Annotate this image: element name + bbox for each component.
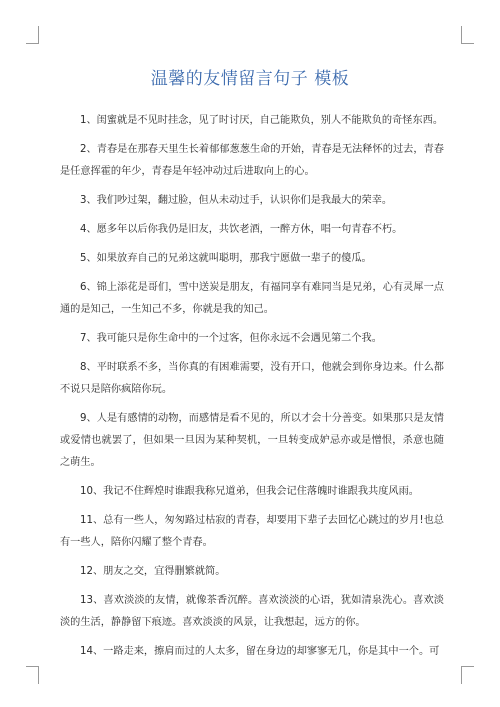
crop-mark-bottom-right-horizontal xyxy=(461,666,474,667)
paragraph-10: 10、我记不住辉煌时谁跟我称兄道弟，但我会记住落魄时谁跟我共度风雨。 xyxy=(80,486,419,497)
paragraph-2: 2、青春是在那春天里生长着郁郁葱葱生命的开始，青春是无法释怀的过去，青春是任意挥霍的年少，青春是年轻冲动过后进取向上的心。 xyxy=(60,144,444,177)
crop-mark-top-right-horizontal xyxy=(461,43,474,44)
document-title: 温馨的友情留言句子 模板 xyxy=(150,69,350,89)
crop-mark-top-left-horizontal xyxy=(26,43,39,44)
crop-mark-bottom-left-vertical xyxy=(38,666,39,684)
paragraph-12: 12、朋友之交，宜得删繁就简。 xyxy=(80,566,226,577)
paragraph-8: 8、平时联系不多，当你真的有困难需要，没有开口，他就会到你身边来。什么都不说只是陪你疯陪你玩。 xyxy=(60,362,444,395)
paragraph-5: 5、如果放弃自己的兄弟这就叫聪明，那我宁愿做一辈子的傻瓜。 xyxy=(80,253,372,264)
crop-mark-bottom-left-horizontal xyxy=(26,666,39,667)
paragraph-4: 4、愿多年以后你我仍是旧友，共饮老酒，一醉方休，唱一句青春不朽。 xyxy=(80,224,403,235)
paragraph-7: 7、我可能只是你生命中的一个过客，但你永远不会遇见第二个我。 xyxy=(80,333,382,344)
crop-mark-bottom-right-vertical xyxy=(461,666,462,684)
paragraph-3: 3、我们吵过架，翻过脸，但从未动过手，认识你们是我最大的荣幸。 xyxy=(80,195,393,206)
paragraph-6: 6、锦上添花是哥们，雪中送炭是朋友，有福同享有难同当是兄弟，心有灵犀一点通的是知己，一生知己不多，你就是我的知己。 xyxy=(60,282,444,315)
paragraph-1: 1、闺蜜就是不见时挂念，见了时讨厌，自己能欺负，别人不能欺负的奇怪东西。 xyxy=(80,115,444,126)
paragraph-13: 13、喜欢淡淡的友情，就像茶香沉醉。喜欢淡淡的心语，犹如清泉洗心。喜欢淡淡的生活，静静留下痕迹。喜欢淡淡的风景，让我想起，远方的你。 xyxy=(60,595,444,628)
crop-mark-top-left-vertical xyxy=(38,26,39,44)
paragraph-14: 14、一路走来，擦肩而过的人太多，留在身边的却寥寥无几，你是其中一个。可 xyxy=(80,646,440,657)
crop-mark-top-right-vertical xyxy=(461,26,462,44)
document-body xyxy=(60,110,444,663)
paragraph-11: 11、总有一些人，匆匆路过枯寂的青春，却要用下辈子去回忆心跳过的岁月!也总有一些人，陪你闪耀了整个青春。 xyxy=(60,515,444,548)
paragraph-9: 9、人是有感情的动物，而感情是看不见的，所以才会十分善变。如果那只是友情或爱情也就罢了，但如果一旦因为某种契机，一旦转变成妒忌亦或是憎恨，杀意也随之萌生。 xyxy=(60,413,444,468)
